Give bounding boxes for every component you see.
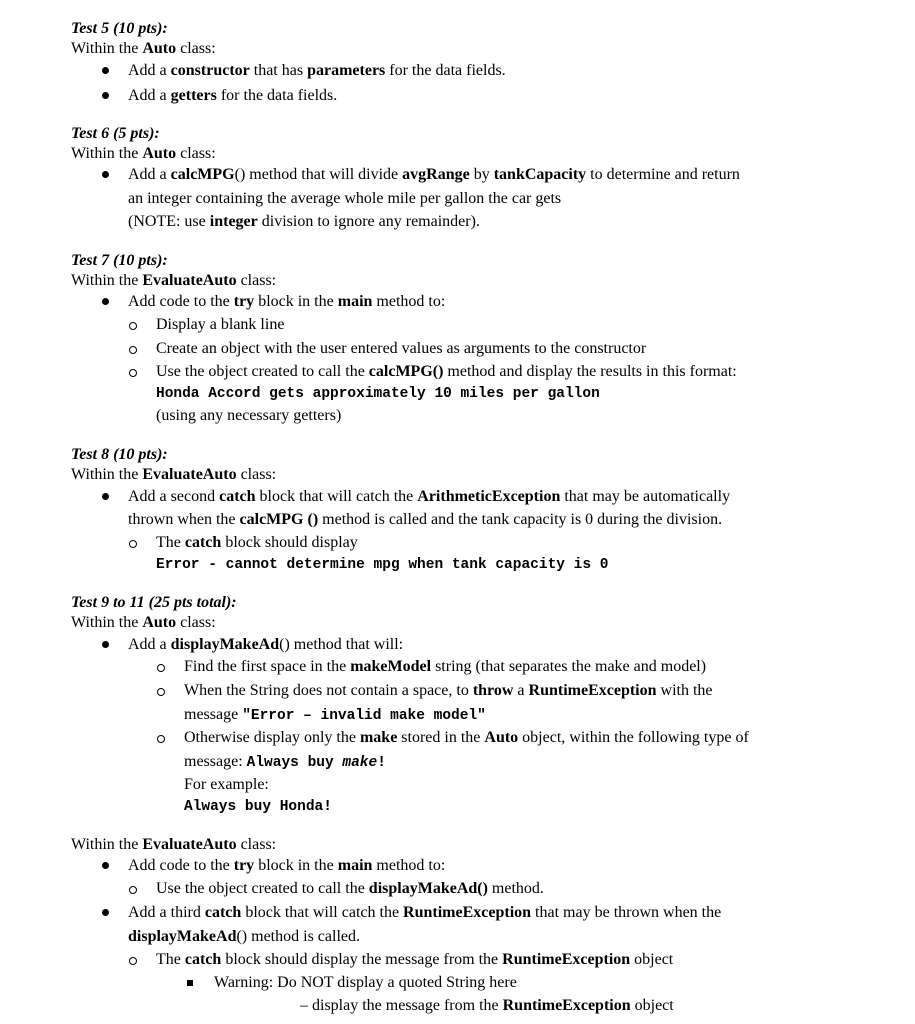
test9-sub-throw: When the String does not contain a space, to throw a RuntimeException with the: [184, 682, 713, 699]
test7-code-sample: Honda Accord gets approximately 10 miles per gallon: [156, 386, 600, 402]
circle-bullet-icon: [157, 688, 165, 696]
test9-sub-message-format: message: Always buy make!: [184, 753, 386, 771]
circle-bullet-icon: [129, 957, 137, 965]
bullet-icon: [102, 862, 109, 869]
test7-item-try-block: Add code to the try block in the main method to:: [128, 293, 446, 310]
square-bullet-icon: [187, 980, 193, 986]
eval-item-third-catch: Add a third catch block that will catch the RuntimeException that may be thrown when the: [128, 904, 722, 921]
bullet-icon: [102, 92, 109, 99]
test7-sub-call-calcmpg: Use the object created to call the calcMPG() method and display the results in this format:: [156, 363, 737, 380]
test9-within: Within the Auto class:: [71, 614, 216, 631]
eval-warning: Warning: Do NOT display a quoted String here: [214, 974, 517, 991]
bullet-icon: [102, 171, 109, 178]
eval-item-try-block: Add code to the try block in the main method to:: [128, 857, 446, 874]
circle-bullet-icon: [129, 322, 137, 330]
bullet-icon: [102, 909, 109, 916]
circle-bullet-icon: [157, 735, 165, 743]
test8-code-sample: Error - cannot determine mpg when tank capacity is 0: [156, 557, 609, 573]
test6-note: (NOTE: use integer division to ignore any remainder).: [128, 213, 480, 230]
test5-item-getters: Add a getters for the data fields.: [128, 87, 338, 104]
circle-bullet-icon: [157, 664, 165, 672]
test8-sub-display: The catch block should display: [156, 534, 358, 551]
test9-heading: Test 9 to 11 (25 pts total):: [71, 594, 237, 611]
test9-sub-throw-message: message "Error – invalid make model": [184, 706, 486, 724]
bullet-icon: [102, 298, 109, 305]
test9-item-displaymakead: Add a displayMakeAd() method that will:: [128, 636, 404, 653]
test7-getters-note: (using any necessary getters): [156, 407, 342, 424]
test8-item-catch: Add a second catch block that will catch the ArithmeticException that may be automatically: [128, 488, 731, 505]
test9-example-code: Always buy Honda!: [184, 799, 332, 815]
circle-bullet-icon: [129, 540, 137, 548]
test6-item-line2: an integer containing the average whole mile per gallon the car gets: [128, 190, 562, 207]
test8-within: Within the EvaluateAuto class:: [71, 466, 277, 483]
test9-sub-otherwise: Otherwise display only the make stored in the Auto object, within the following type of: [184, 729, 749, 746]
test7-heading: Test 7 (10 pts):: [71, 252, 168, 269]
eval-item-third-catch-line2: displayMakeAd() method is called.: [128, 928, 360, 945]
circle-bullet-icon: [129, 369, 137, 377]
test5-heading: Test 5 (10 pts):: [71, 20, 168, 37]
test6-heading: Test 6 (5 pts):: [71, 125, 160, 142]
eval-within: Within the EvaluateAuto class:: [71, 836, 277, 853]
test5-item-constructor: Add a constructor that has parameters for the data fields.: [128, 62, 506, 79]
test5-within: Within the Auto class:: [71, 40, 216, 57]
bullet-icon: [102, 67, 109, 74]
bullet-icon: [102, 641, 109, 648]
test6-within: Within the Auto class:: [71, 145, 216, 162]
test9-example-label: For example:: [184, 776, 269, 793]
test7-sub-create-object: Create an object with the user entered values as arguments to the constructor: [156, 340, 647, 357]
eval-sub-catch-display: The catch block should display the message from the RuntimeException object: [156, 951, 674, 968]
circle-bullet-icon: [129, 346, 137, 354]
test6-item-calcmpg: Add a calcMPG() method that will divide avgRange by tankCapacity to determine and return: [128, 166, 740, 183]
bullet-icon: [102, 493, 109, 500]
test9-sub-find-space: Find the first space in the makeModel string (that separates the make and model): [184, 658, 707, 675]
test8-heading: Test 8 (10 pts):: [71, 446, 168, 463]
circle-bullet-icon: [129, 886, 137, 894]
eval-warning-line2: – display the message from the RuntimeException object: [300, 997, 674, 1014]
test8-item-line2: thrown when the calcMPG () method is called and the tank capacity is 0 during the division.: [128, 511, 723, 528]
test7-within: Within the EvaluateAuto class:: [71, 272, 277, 289]
test7-sub-blank-line: Display a blank line: [156, 316, 285, 333]
eval-sub-call-displaymakead: Use the object created to call the displayMakeAd() method.: [156, 880, 544, 897]
